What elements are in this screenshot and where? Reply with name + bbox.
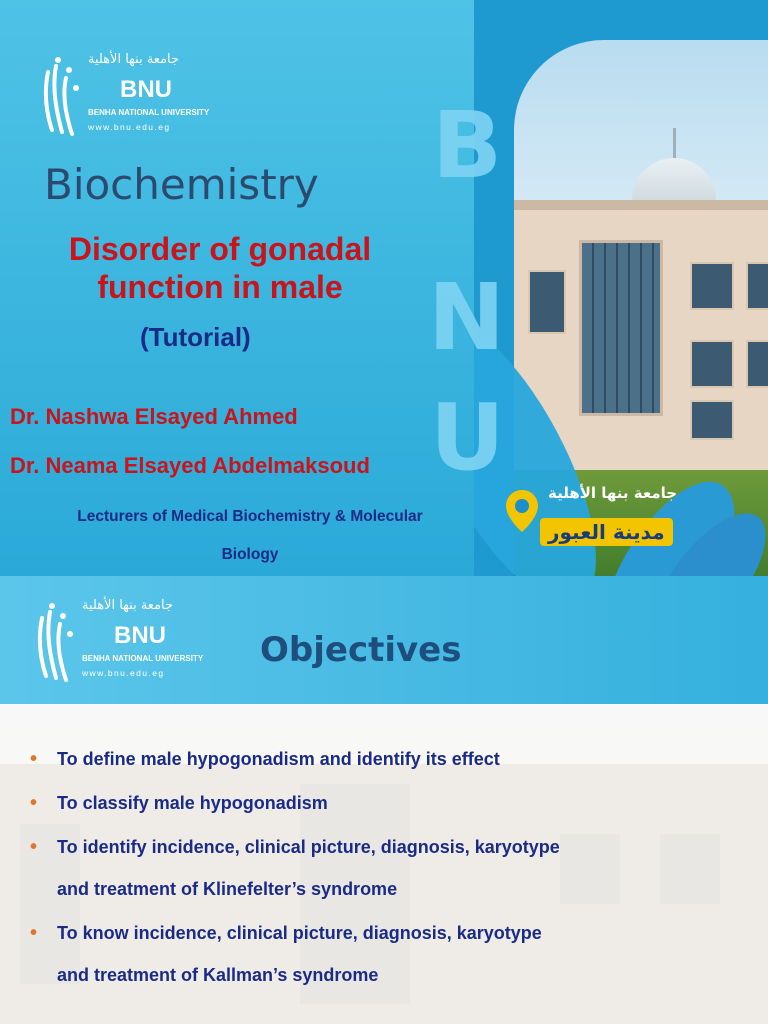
author-name: Dr. Nashwa Elsayed Ahmed [10, 404, 298, 429]
bullet-icon: • [30, 836, 38, 858]
university-logo [36, 598, 216, 688]
watermark-letter-n: N [428, 264, 505, 371]
slide-title [10, 230, 430, 306]
bullet-icon: • [30, 922, 38, 944]
bullet-text: To define male hypogonadism and identify its effect [57, 749, 500, 769]
title-line-1: Disorder of gonadal [68, 231, 372, 267]
logo-arabic-name: جامعة بنها الأهلية [88, 52, 180, 67]
university-logo [42, 52, 222, 142]
subject-heading: Biochemistry [44, 160, 319, 209]
objectives-slide [0, 576, 768, 1024]
list-item [30, 912, 750, 996]
slide-header [0, 576, 768, 704]
campus-badge [504, 484, 760, 564]
logo-full-name: BENHA NATIONAL UNIVERSITY [88, 108, 210, 117]
bullet-text: To classify male hypogonadism [57, 793, 328, 813]
badge-campus-name: مدينة العبور [540, 518, 673, 546]
author-name: Dr. Neama Elsayed Abdelmaksoud [10, 453, 370, 478]
bnu-logo-mark-icon [42, 52, 82, 142]
logo-abbreviation: BNU [114, 622, 166, 649]
logo-url: www.bnu.edu.eg [88, 122, 171, 132]
list-item [30, 826, 750, 910]
list-item [30, 738, 750, 780]
bullet-text-continued: and treatment of Kallman’s syndrome [57, 965, 379, 985]
affiliation-line-2: Biology [221, 546, 279, 563]
bullet-text: To identify incidence, clinical picture, diagnosis, karyotype [57, 837, 560, 857]
location-pin-icon [504, 488, 540, 534]
bullet-icon: • [30, 792, 38, 814]
bnu-logo-mark-icon [36, 598, 76, 688]
logo-arabic-name: جامعة بنها الأهلية [82, 598, 174, 613]
author-affiliation [10, 498, 490, 574]
logo-url: www.bnu.edu.eg [82, 668, 165, 678]
watermark-letter-u: U [430, 384, 505, 491]
bullet-icon: • [30, 748, 38, 770]
logo-abbreviation: BNU [120, 76, 172, 103]
bullet-text-continued: and treatment of Klinefelter’s syndrome [57, 879, 398, 899]
objectives-heading: Objectives [260, 630, 462, 670]
affiliation-line-1: Lecturers of Medical Biochemistry & Molecular [77, 508, 423, 525]
logo-full-name: BENHA NATIONAL UNIVERSITY [82, 654, 204, 663]
objectives-list [30, 738, 750, 998]
subtitle: (Tutorial) [140, 322, 251, 352]
title-line-2: function in male [97, 269, 343, 305]
list-item [30, 782, 750, 824]
bullet-text: To know incidence, clinical picture, diagnosis, karyotype [57, 923, 542, 943]
watermark-letter-b: B [432, 92, 503, 199]
badge-university-name: جامعة بنها الأهلية [548, 484, 678, 502]
